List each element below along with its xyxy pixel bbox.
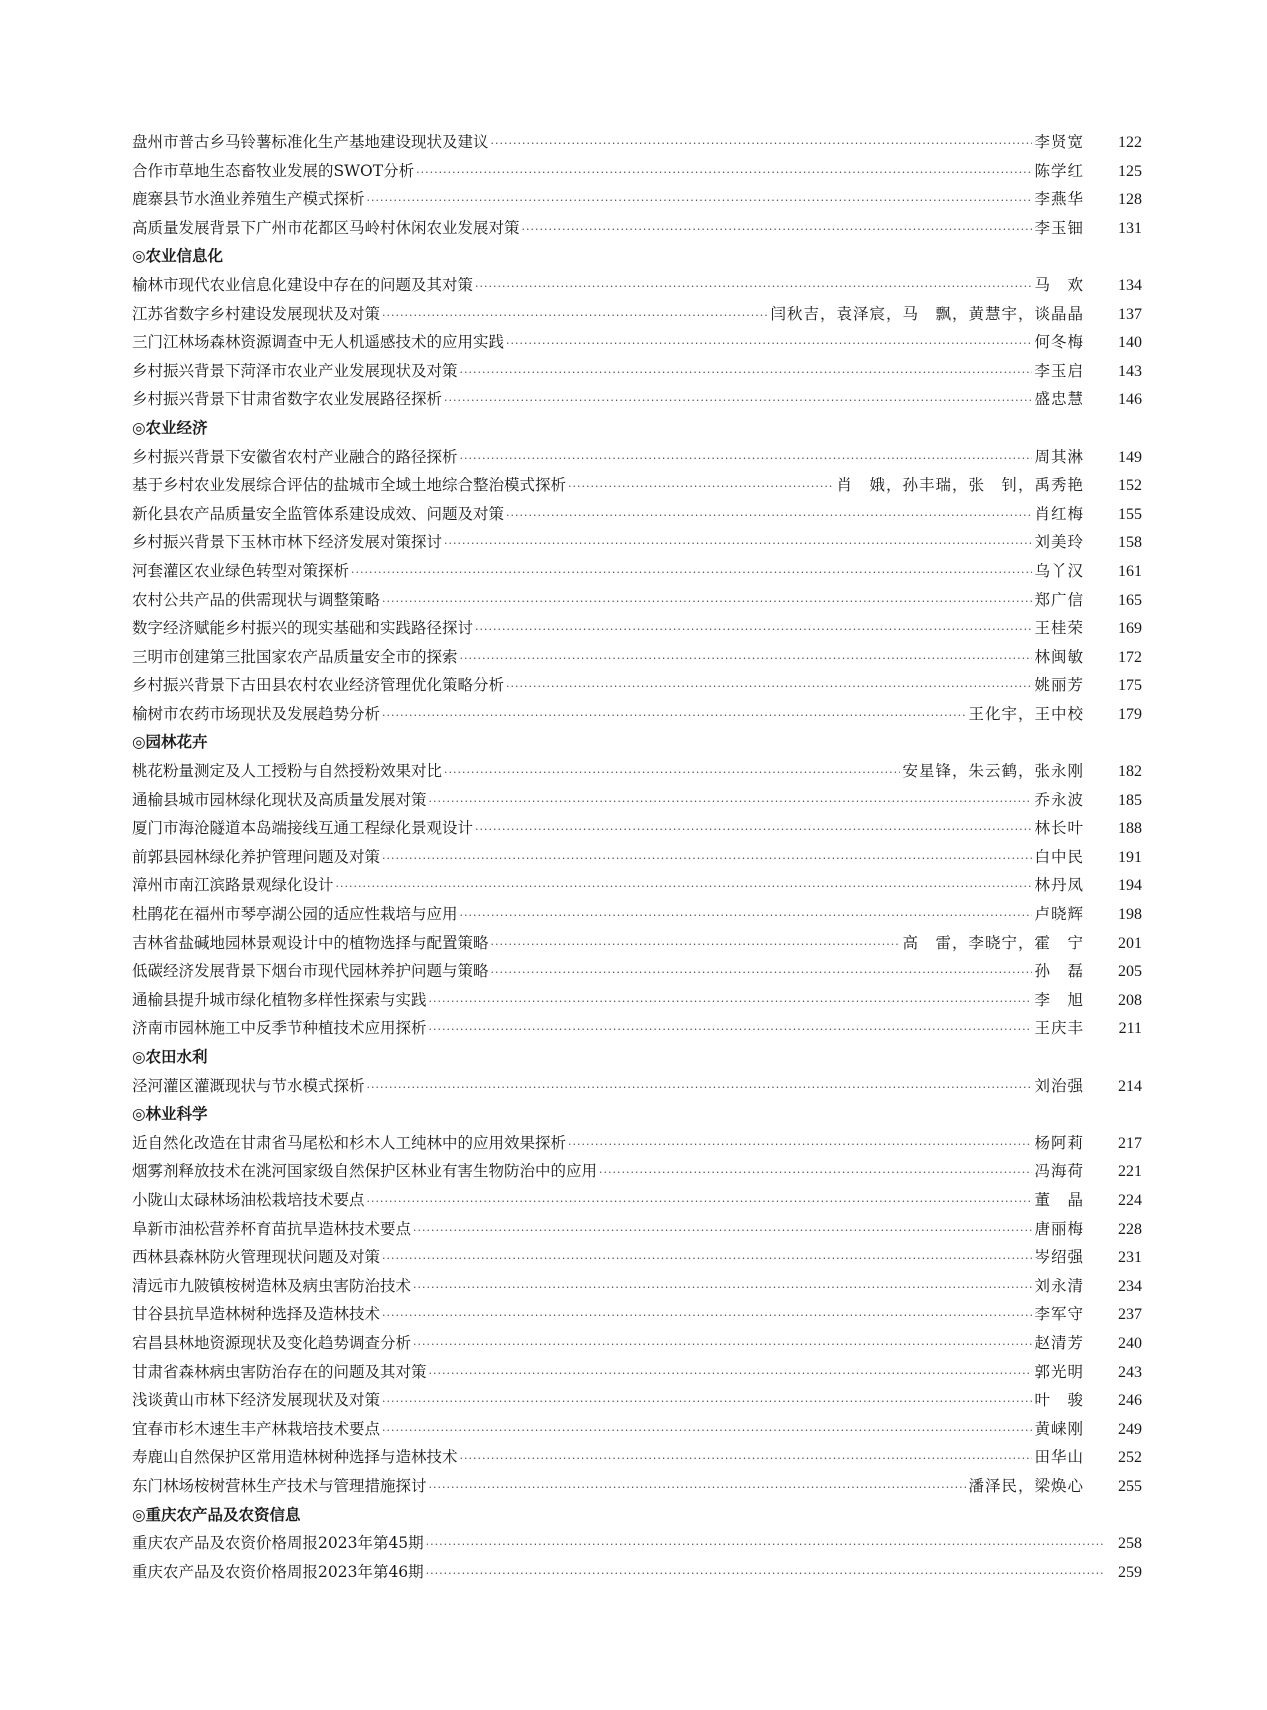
entry-title: 济南市园林施工中反季节种植技术应用探析 — [132, 1019, 427, 1038]
entry-page-number: 234 — [1118, 1277, 1142, 1295]
toc-entry[interactable] — [132, 557, 1142, 586]
toc-entry[interactable] — [132, 300, 1142, 329]
dot-leader — [413, 1217, 1032, 1246]
entry-title: 寿鹿山自然保护区常用造林树种选择与造林技术 — [132, 1448, 458, 1467]
entry-title: 杜鹃花在福州市琴亭湖公园的适应性栽培与应用 — [132, 905, 458, 924]
dot-leader — [429, 1360, 1033, 1389]
entry-authors: 李贤宽 — [1034, 133, 1084, 151]
toc-entry[interactable] — [132, 1186, 1142, 1215]
toc-entry[interactable] — [132, 900, 1142, 929]
dot-leader — [599, 1159, 1032, 1188]
toc-entry[interactable] — [132, 929, 1142, 958]
toc-entry[interactable] — [132, 700, 1142, 729]
entry-page-number: 252 — [1118, 1449, 1142, 1467]
entry-title: 浅谈黄山市林下经济发展现状及对策 — [132, 1391, 381, 1410]
entry-authors: 潘泽民，梁焕心 — [968, 1476, 1084, 1495]
entry-authors: 孙 磊 — [1034, 962, 1084, 981]
entry-authors: 田华山 — [1034, 1448, 1084, 1467]
toc-entry[interactable] — [132, 271, 1142, 300]
entry-title: 盘州市普古乡马铃薯标准化生产基地建设现状及建议 — [132, 133, 489, 151]
entry-authors: 刘永清 — [1034, 1276, 1084, 1295]
dot-leader — [506, 673, 1032, 702]
dot-leader — [426, 1531, 1104, 1560]
entry-title: 鹿寨县节水渔业养殖生产模式探析 — [132, 190, 365, 209]
entry-title: 重庆农产品及农资价格周报2023年第46期 — [132, 1562, 424, 1581]
entry-title: 清远市九陂镇桉树造林及病虫害防治技术 — [132, 1276, 412, 1295]
toc-entry[interactable] — [132, 1558, 1142, 1587]
dot-leader — [367, 1188, 1033, 1217]
entry-authors: 林闽敏 — [1034, 647, 1084, 666]
entry-page-number: 179 — [1118, 705, 1142, 723]
entry-page-number: 198 — [1118, 906, 1142, 924]
entry-page-number: 224 — [1118, 1191, 1142, 1209]
entry-authors: 周其淋 — [1034, 447, 1084, 466]
entry-page-number: 140 — [1118, 334, 1142, 352]
dot-leader — [475, 273, 1032, 302]
entry-page-number: 246 — [1118, 1392, 1142, 1410]
entry-authors: 何冬梅 — [1034, 333, 1084, 352]
toc-entry[interactable] — [132, 786, 1142, 815]
entry-title: 烟雾剂释放技术在洮河国家级自然保护区林业有害生物防治中的应用 — [132, 1162, 598, 1181]
entry-title: 东门林场桉树营林生产技术与管理措施探讨 — [132, 1476, 427, 1495]
dot-leader — [413, 1274, 1032, 1303]
dot-leader — [336, 873, 1033, 902]
toc-entry[interactable] — [132, 1415, 1142, 1444]
dot-leader — [382, 1302, 1032, 1331]
entry-authors: 乌丫汉 — [1034, 561, 1084, 580]
dot-leader — [475, 816, 1032, 845]
entry-title: 西林县森林防火管理现状问题及对策 — [132, 1248, 381, 1267]
dot-leader — [568, 473, 834, 502]
entry-page-number: 161 — [1118, 562, 1142, 580]
toc-entry[interactable] — [132, 385, 1142, 414]
dot-leader — [382, 1417, 1032, 1446]
toc-entry[interactable] — [132, 1443, 1142, 1472]
dot-leader — [522, 216, 1033, 245]
toc-entry[interactable] — [132, 671, 1142, 700]
entry-title: 甘谷县抗旱造林树种选择及造林技术 — [132, 1305, 381, 1324]
toc-entry[interactable] — [132, 1358, 1142, 1387]
toc-entry[interactable] — [132, 757, 1142, 786]
dot-leader — [413, 1331, 1032, 1360]
entry-page-number: 255 — [1118, 1477, 1142, 1495]
dot-leader — [460, 1445, 1033, 1474]
entry-title: 宜春市杉木速生丰产林栽培技术要点 — [132, 1419, 381, 1438]
entry-title: 低碳经济发展背景下烟台市现代园林养护问题与策略 — [132, 962, 489, 981]
dot-leader — [506, 502, 1032, 531]
entry-page-number: 217 — [1118, 1134, 1142, 1152]
dot-leader — [426, 1560, 1104, 1589]
entry-title: 吉林省盐碱地园林景观设计中的植物选择与配置策略 — [132, 933, 489, 952]
entry-title: 重庆农产品及农资价格周报2023年第45期 — [132, 1534, 424, 1553]
entry-authors: 冯海荷 — [1034, 1162, 1084, 1181]
entry-title: 通榆县城市园林绿化现状及高质量发展对策 — [132, 790, 427, 809]
toc-entry[interactable] — [132, 1014, 1142, 1043]
entry-authors: 黄崃刚 — [1034, 1419, 1084, 1438]
entry-page-number: 149 — [1118, 448, 1142, 466]
toc-entry[interactable] — [132, 1300, 1142, 1329]
dot-leader — [382, 302, 768, 331]
entry-authors: 卢晓辉 — [1034, 905, 1084, 924]
entry-title: 新化县农产品质量安全监管体系建设成效、问题及对策 — [132, 504, 505, 523]
entry-title: 数字经济赋能乡村振兴的现实基础和实践路径探讨 — [132, 619, 474, 638]
entry-authors: 王庆丰 — [1034, 1019, 1084, 1038]
toc-entry[interactable] — [132, 957, 1142, 986]
entry-title: 甘肃省森林病虫害防治存在的问题及其对策 — [132, 1362, 427, 1381]
entry-title: 乡村振兴背景下甘肃省数字农业发展路径探析 — [132, 390, 443, 409]
entry-page-number: 188 — [1118, 820, 1142, 838]
dot-leader — [444, 387, 1032, 416]
toc-entry[interactable] — [132, 1243, 1142, 1272]
toc-entry[interactable] — [132, 843, 1142, 872]
entry-page-number: 237 — [1118, 1306, 1142, 1324]
toc-entry[interactable] — [132, 1272, 1142, 1301]
entry-page-number: 205 — [1118, 963, 1142, 981]
dot-leader — [382, 702, 966, 731]
entry-authors: 林丹凤 — [1034, 876, 1084, 895]
entry-page-number: 137 — [1118, 305, 1142, 323]
toc-entry[interactable] — [132, 357, 1142, 386]
entry-page-number: 172 — [1118, 648, 1142, 666]
entry-page-number: 211 — [1118, 1020, 1142, 1038]
entry-page-number: 194 — [1118, 877, 1142, 895]
entry-title: 基于乡村农业发展综合评估的盐城市全域土地综合整治模式探析 — [132, 476, 567, 495]
toc-entry[interactable] — [132, 128, 1142, 157]
entry-page-number: 208 — [1118, 991, 1142, 1009]
section-heading: ◎林业科学 — [132, 1105, 208, 1124]
entry-title: 阜新市油松营养杯育苗抗旱造林技术要点 — [132, 1219, 412, 1238]
dot-leader — [382, 1388, 1032, 1417]
entry-page-number: 231 — [1118, 1249, 1142, 1267]
dot-leader — [491, 130, 1033, 159]
entry-authors: 郑广信 — [1034, 590, 1084, 609]
toc-entry[interactable] — [132, 1157, 1142, 1186]
entry-page-number: 240 — [1118, 1334, 1142, 1352]
entry-page-number: 134 — [1118, 276, 1142, 294]
entry-authors: 李军守 — [1034, 1305, 1084, 1324]
entry-title: 厦门市海沧隧道本岛端接线互通工程绿化景观设计 — [132, 819, 474, 838]
dot-leader — [491, 959, 1033, 988]
entry-title: 三门江林场森林资源调查中无人机遥感技术的应用实践 — [132, 333, 505, 352]
toc-entry[interactable] — [132, 214, 1142, 243]
dot-leader — [429, 1474, 967, 1503]
entry-authors: 高 雷，李晓宁，霍 宁 — [902, 933, 1084, 952]
entry-page-number: 259 — [1118, 1563, 1142, 1581]
toc-entry[interactable] — [132, 500, 1142, 529]
entry-title: 农村公共产品的供需现状与调整策略 — [132, 590, 381, 609]
toc-entry[interactable] — [132, 1329, 1142, 1358]
toc-entry[interactable] — [132, 1472, 1142, 1501]
entry-authors: 岑绍强 — [1034, 1248, 1084, 1267]
entry-authors: 乔永波 — [1034, 790, 1084, 809]
entry-authors: 陈学红 — [1034, 161, 1084, 180]
entry-page-number: 185 — [1118, 791, 1142, 809]
entry-page-number: 125 — [1118, 162, 1142, 180]
entry-page-number: 158 — [1118, 534, 1142, 552]
entry-authors: 马 欢 — [1034, 275, 1084, 294]
entry-authors: 杨阿莉 — [1034, 1133, 1084, 1152]
entry-page-number: 201 — [1118, 934, 1142, 952]
entry-title: 合作市草地生态畜牧业发展的SWOT分析 — [132, 161, 415, 180]
entry-authors: 叶 骏 — [1034, 1391, 1084, 1410]
dot-leader — [382, 845, 1032, 874]
dot-leader — [506, 330, 1032, 359]
section-heading: ◎园林花卉 — [132, 733, 208, 752]
entry-title: 乡村振兴背景下安徽省农村产业融合的路径探析 — [132, 447, 458, 466]
dot-leader — [429, 788, 1033, 817]
entry-title: 江苏省数字乡村建设发展现状及对策 — [132, 304, 381, 323]
dot-leader — [429, 988, 1033, 1017]
toc-entry[interactable] — [132, 986, 1142, 1015]
dot-leader — [568, 1131, 1032, 1160]
entry-authors: 白中民 — [1034, 847, 1084, 866]
toc-entry[interactable] — [132, 1072, 1142, 1101]
entry-authors: 李玉钿 — [1034, 218, 1084, 237]
entry-authors: 王化宇，王中校 — [968, 704, 1084, 723]
entry-title: 通榆县提升城市绿化植物多样性探索与实践 — [132, 990, 427, 1009]
entry-page-number: 146 — [1118, 391, 1142, 409]
entry-title: 宕昌县林地资源现状及变化趋势调查分析 — [132, 1333, 412, 1352]
entry-authors: 肖红梅 — [1034, 504, 1084, 523]
entry-title: 榆树市农药市场现状及发展趋势分析 — [132, 704, 381, 723]
entry-page-number: 249 — [1118, 1420, 1142, 1438]
entry-title: 前郭县园林绿化养护管理问题及对策 — [132, 847, 381, 866]
section-heading: ◎农田水利 — [132, 1048, 208, 1066]
entry-authors: 姚丽芳 — [1034, 676, 1084, 695]
entry-title: 桃花粉量测定及人工授粉与自然授粉效果对比 — [132, 762, 443, 781]
section-heading: ◎重庆农产品及农资信息 — [132, 1505, 301, 1524]
entry-title: 小陇山太碌林场油松栽培技术要点 — [132, 1190, 365, 1209]
entry-authors: 董 晶 — [1034, 1190, 1084, 1209]
entry-page-number: 214 — [1118, 1077, 1142, 1095]
entry-title: 高质量发展背景下广州市花都区马岭村休闲农业发展对策 — [132, 218, 520, 237]
dot-leader — [351, 559, 1032, 588]
entry-authors: 林长叶 — [1034, 819, 1084, 838]
entry-title: 乡村振兴背景下菏泽市农业产业发展现状及对策 — [132, 361, 458, 380]
entry-authors: 刘美玲 — [1034, 533, 1084, 552]
entry-title: 漳州市南江滨路景观绿化设计 — [132, 876, 334, 895]
entry-title: 榆林市现代农业信息化建设中存在的问题及其对策 — [132, 275, 474, 294]
dot-leader — [460, 359, 1033, 388]
entry-title: 河套灌区农业绿色转型对策探析 — [132, 561, 350, 580]
dot-leader — [416, 159, 1032, 188]
entry-authors: 肖 娥，孙丰瑞，张 钊，禹秀艳 — [836, 476, 1084, 495]
entry-title: 三明市创建第三批国家农产品质量安全市的探索 — [132, 647, 458, 666]
entry-authors: 盛忠慧 — [1034, 390, 1084, 409]
entry-authors: 安星锋，朱云鹤，张永刚 — [902, 762, 1084, 781]
section-heading: ◎农业经济 — [132, 418, 208, 437]
toc-entry[interactable] — [132, 586, 1142, 615]
dot-leader — [444, 759, 900, 788]
entry-authors: 李 旭 — [1034, 990, 1084, 1009]
toc-entry[interactable] — [132, 1529, 1142, 1558]
entry-page-number: 131 — [1118, 219, 1142, 237]
dot-leader — [491, 931, 901, 960]
entry-authors: 唐丽梅 — [1034, 1219, 1084, 1238]
entry-title: 泾河灌区灌溉现状与节水模式探析 — [132, 1076, 365, 1095]
entry-page-number: 122 — [1118, 134, 1142, 151]
entry-page-number: 182 — [1118, 763, 1142, 781]
entry-page-number: 191 — [1118, 848, 1142, 866]
entry-page-number: 165 — [1118, 591, 1142, 609]
table-of-contents — [132, 128, 1142, 1586]
dot-leader — [382, 1245, 1032, 1274]
toc-entry[interactable] — [132, 443, 1142, 472]
entry-page-number: 169 — [1118, 620, 1142, 638]
toc-entry[interactable] — [132, 814, 1142, 843]
entry-page-number: 128 — [1118, 191, 1142, 209]
entry-title: 乡村振兴背景下玉林市林下经济发展对策探讨 — [132, 533, 443, 552]
dot-leader — [444, 530, 1032, 559]
dot-leader — [475, 616, 1032, 645]
toc-entry[interactable] — [132, 1129, 1142, 1158]
toc-entry[interactable] — [132, 643, 1142, 672]
entry-authors: 刘治强 — [1034, 1076, 1084, 1095]
dot-leader — [367, 187, 1033, 216]
toc-entry[interactable] — [132, 157, 1142, 186]
dot-leader — [460, 445, 1033, 474]
toc-entry[interactable] — [132, 185, 1142, 214]
entry-title: 乡村振兴背景下古田县农村农业经济管理优化策略分析 — [132, 676, 505, 695]
toc-entry[interactable] — [132, 1386, 1142, 1415]
entry-page-number: 228 — [1118, 1220, 1142, 1238]
entry-page-number: 143 — [1118, 362, 1142, 380]
toc-entry[interactable] — [132, 1215, 1142, 1244]
entry-authors: 王桂荣 — [1034, 619, 1084, 638]
dot-leader — [460, 902, 1033, 931]
entry-authors: 赵清芳 — [1034, 1333, 1084, 1352]
entry-title: 近自然化改造在甘肃省马尾松和杉木人工纯林中的应用效果探析 — [132, 1133, 567, 1152]
entry-page-number: 155 — [1118, 505, 1142, 523]
entry-authors: 李玉启 — [1034, 361, 1084, 380]
dot-leader — [382, 588, 1032, 617]
toc-entry[interactable] — [132, 614, 1142, 643]
dot-leader — [367, 1074, 1033, 1103]
entry-page-number: 175 — [1118, 677, 1142, 695]
entry-authors: 李燕华 — [1034, 190, 1084, 209]
dot-leader — [460, 645, 1033, 674]
toc-entry[interactable] — [132, 471, 1142, 500]
entry-authors: 郭光明 — [1034, 1362, 1084, 1381]
dot-leader — [429, 1016, 1033, 1045]
entry-page-number: 243 — [1118, 1363, 1142, 1381]
toc-entry[interactable] — [132, 871, 1142, 900]
section-heading: ◎农业信息化 — [132, 247, 224, 266]
entry-page-number: 152 — [1118, 477, 1142, 495]
entry-authors: 闫秋吉，袁泽宸，马 飘，黄慧宇，谈晶晶 — [770, 304, 1084, 323]
entry-page-number: 258 — [1118, 1535, 1142, 1553]
toc-entry[interactable] — [132, 528, 1142, 557]
entry-page-number: 221 — [1118, 1163, 1142, 1181]
toc-entry[interactable] — [132, 328, 1142, 357]
